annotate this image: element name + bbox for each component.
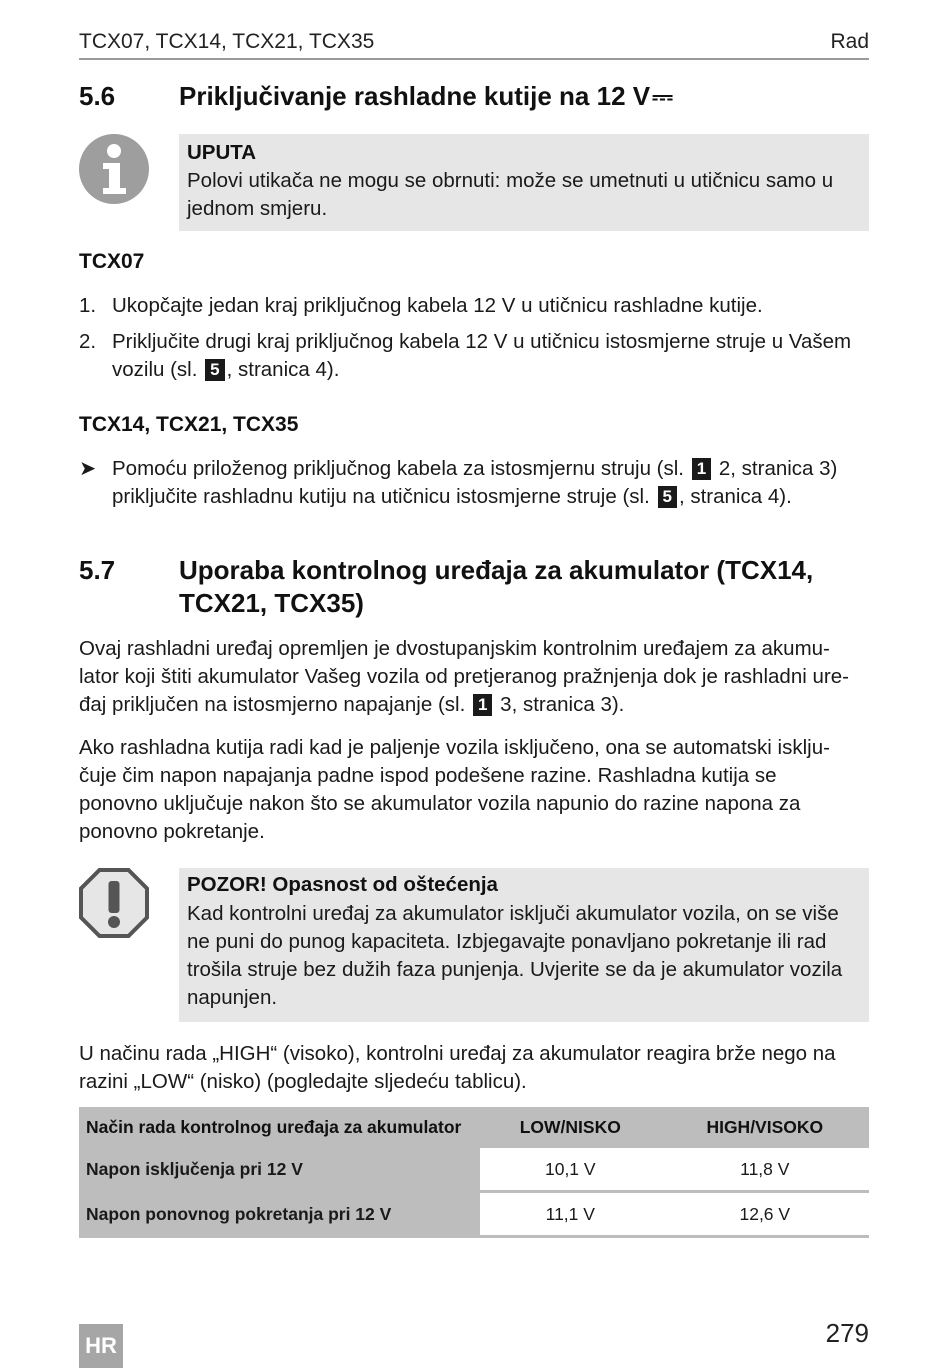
- step-number: 2.: [79, 330, 97, 353]
- table-header-cell: LOW/NISKO: [480, 1107, 661, 1148]
- table-row: [79, 1192, 869, 1237]
- bullet-line: [112, 455, 837, 484]
- tcx14-heading: TCX14, TCX21, TCX35: [79, 413, 299, 436]
- step-text: , stranica 4).: [226, 358, 340, 381]
- warning-icon: [79, 868, 149, 938]
- table-header-cell: HIGH/VISOKO: [661, 1107, 869, 1148]
- warning-line: ne puni do punog kapaciteta. Izbjegavajte ponavljano pokretanje ili rad: [187, 930, 827, 953]
- table-cell: 12,6 V: [661, 1192, 869, 1237]
- warning-title: POZOR! Opasnost od oštećenja: [187, 873, 498, 896]
- table-cell: 11,1 V: [480, 1192, 661, 1237]
- paragraph-line: [79, 691, 624, 720]
- bullet-line: [112, 483, 792, 512]
- arrow-bullet-icon: ➤: [79, 457, 97, 480]
- paragraph-line: razini „LOW“ (nisko) (pogledajte sljedeću tablicu).: [79, 1070, 527, 1093]
- section-5-6-number: 5.6: [79, 81, 116, 111]
- table-row-label: Napon ponovnog pokretanja pri 12 V: [79, 1192, 480, 1237]
- paragraph-text: đaj priključen na istosmjerno napajanje (sl.: [79, 693, 466, 716]
- paragraph-line: ponovno uključuje nakon što se akumulator vozila napunio do razine napona za: [79, 792, 801, 815]
- step-number: 1.: [79, 294, 97, 317]
- battery-monitor-table: [79, 1107, 869, 1238]
- section-5-6-title: [179, 80, 673, 113]
- figure-ref: 5: [658, 486, 677, 508]
- section-5-7-number: 5.7: [79, 555, 116, 585]
- paragraph-line: lator koji štiti akumulator Vašeg vozila od pretjeranog pražnjenja dok je rashladni ure-: [79, 665, 849, 688]
- paragraph-line: U načinu rada „HIGH“ (visoko), kontrolni uređaj za akumulator reagira brže nego na: [79, 1042, 836, 1065]
- dc-symbol: ⎓: [652, 81, 673, 111]
- bullet-text: 2, stranica 3): [718, 457, 838, 480]
- note-box: [179, 134, 869, 231]
- section-5-7-title: Uporaba kontrolnog uređaja za akumulator (TCX14,: [179, 555, 814, 585]
- page-number: 279: [825, 1318, 869, 1348]
- table-cell: 11,8 V: [661, 1148, 869, 1192]
- warning-line: trošila struje bez dužih faza punjenja. Uvjerite se da je akumulator vozila: [187, 958, 843, 981]
- step-text: Ukopčajte jedan kraj priključnog kabela 12 V u utičnicu rashladne kutije.: [112, 294, 763, 317]
- header-models: TCX07, TCX14, TCX21, TCX35: [79, 30, 375, 53]
- note-title: UPUTA: [187, 141, 257, 164]
- table-cell: 10,1 V: [480, 1148, 661, 1192]
- language-badge: HR: [79, 1324, 123, 1368]
- table-row: [79, 1148, 869, 1192]
- paragraph-line: ponovno pokretanje.: [79, 820, 265, 843]
- paragraph-line: Ovaj rashladni uređaj opremljen je dvostupanjskim kontrolnim uređajem za akumu-: [79, 637, 830, 660]
- note-line: jednom smjeru.: [187, 197, 328, 220]
- info-icon: [79, 134, 149, 204]
- bullet-text: , stranica 4).: [678, 485, 792, 508]
- table-header-cell: Način rada kontrolnog uređaja za akumulator: [79, 1107, 480, 1148]
- section-5-6-title-text: Priključivanje rashladne kutije na 12 V: [179, 81, 651, 111]
- step-text: vozilu (sl.: [112, 358, 198, 381]
- tcx07-heading: TCX07: [79, 250, 145, 273]
- bullet-text: Pomoću priloženog priključnog kabela za istosmjernu struju (sl.: [112, 457, 684, 480]
- warning-line: napunjen.: [187, 986, 278, 1009]
- figure-ref: 5: [205, 359, 224, 381]
- bullet-text: priključite rashladnu kutiju na utičnicu istosmjerne struje (sl.: [112, 485, 650, 508]
- figure-ref: 1: [473, 694, 492, 716]
- table-row-label: Napon isključenja pri 12 V: [79, 1148, 480, 1192]
- header-rule: [79, 58, 869, 60]
- table-header-row: [79, 1107, 869, 1148]
- paragraph-text: 3, stranica 3).: [500, 693, 625, 716]
- note-line: Polovi utikača ne mogu se obrnuti: može se umetnuti u utičnicu samo u: [187, 169, 834, 192]
- paragraph-line: čuje čim napon napajanja padne ispod podešene razine. Rashladna kutija se: [79, 764, 777, 787]
- figure-ref: 1: [692, 458, 711, 480]
- step-text: Priključite drugi kraj priključnog kabela 12 V u utičnicu istosmjerne struje u Vašem: [112, 330, 852, 353]
- step-text-continued: [112, 356, 339, 385]
- warning-line: Kad kontrolni uređaj za akumulator isključi akumulator vozila, on se više: [187, 902, 839, 925]
- header-section: Rad: [830, 30, 869, 53]
- section-5-7-title: TCX21, TCX35): [179, 588, 364, 618]
- paragraph-line: Ako rashladna kutija radi kad je paljenje vozila isključeno, ona se automatski isklju-: [79, 736, 830, 759]
- warning-box: [179, 868, 869, 1022]
